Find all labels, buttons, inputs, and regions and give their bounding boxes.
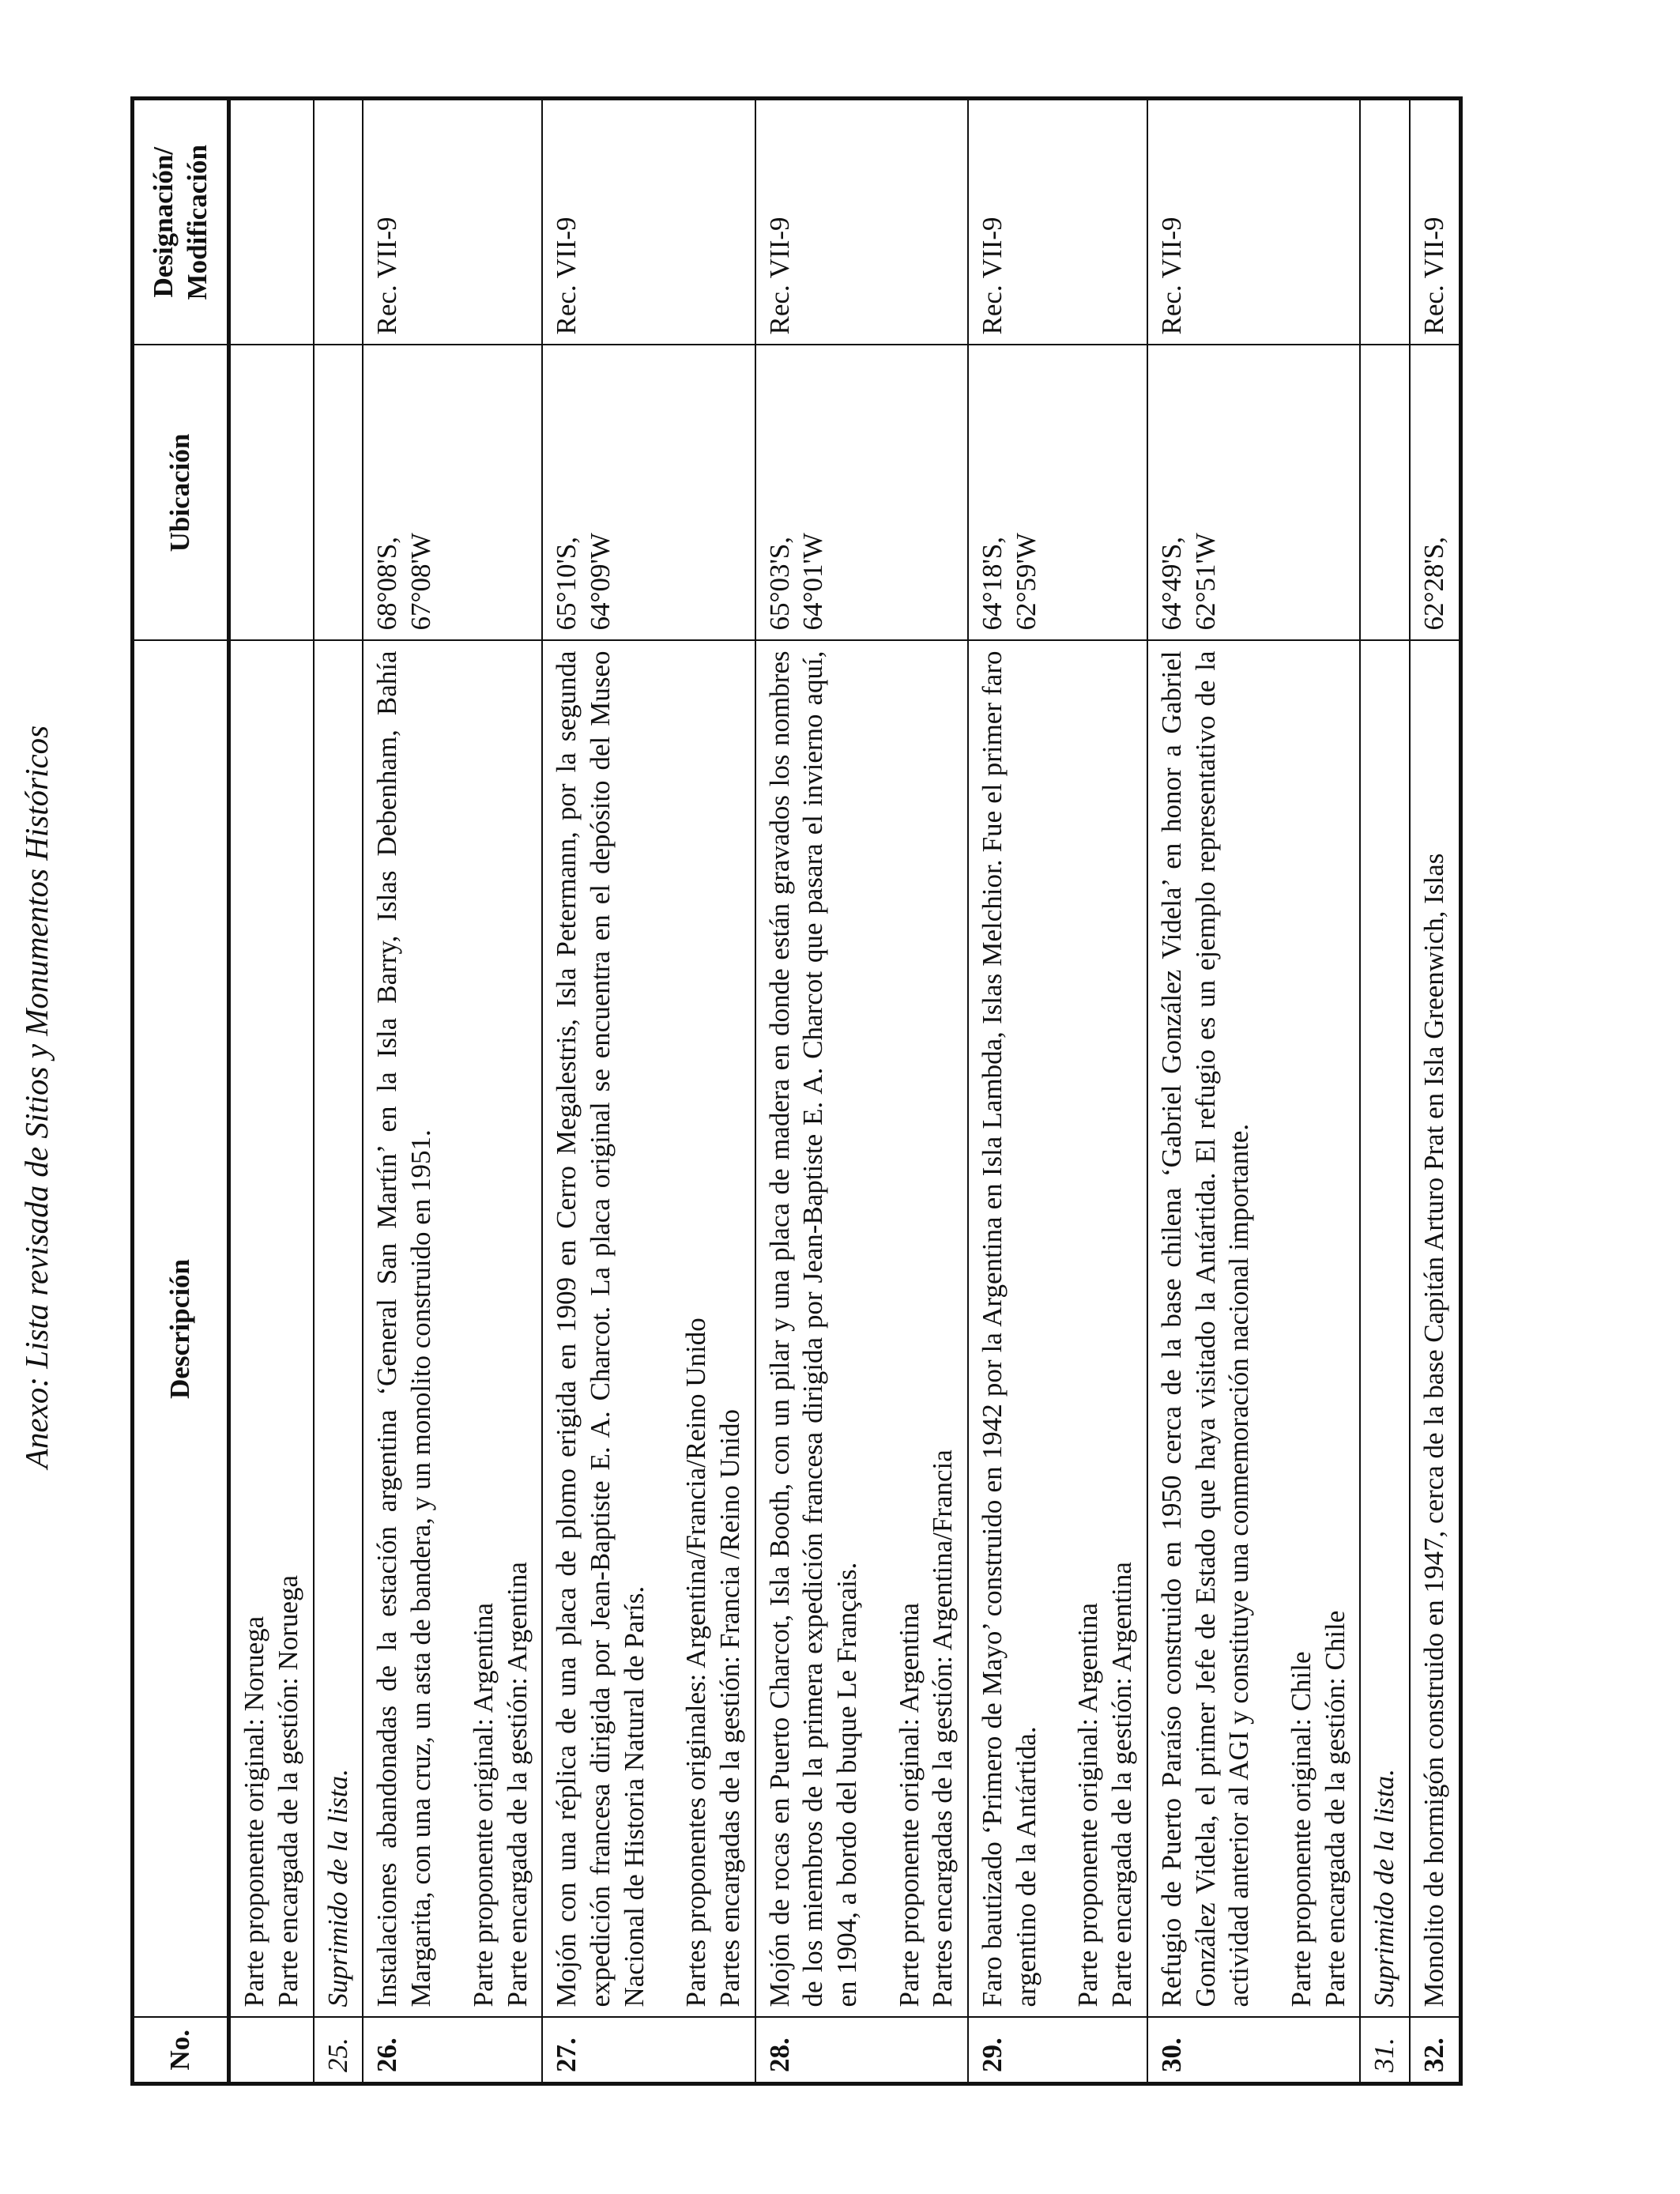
row-number [229, 2018, 314, 2084]
proposing-party: Parte proponente original: Argentina [893, 1602, 925, 2007]
row-designation [229, 99, 314, 345]
table-row [968, 99, 1147, 2084]
row-location [1147, 345, 1360, 641]
longitude: 64°01'W [797, 533, 829, 631]
managing-party: Parte encargada de la gestión: Noruega [273, 1575, 304, 2007]
row-description [968, 641, 1147, 2018]
table-row [755, 99, 968, 2084]
row-designation [1360, 99, 1410, 345]
row-description [1410, 641, 1460, 2018]
latitude: 64°18'S, [977, 536, 1008, 631]
managing-party: Parte encargada de la gestión: Chile [1319, 1610, 1350, 2007]
row-description [755, 641, 968, 2018]
table-row [1147, 99, 1360, 2084]
row-designation: Rec. VII-9 [1410, 99, 1460, 345]
row-location [314, 345, 363, 641]
description-text: Mojón de rocas en Puerto Charcot, Isla Booth, con un pilar y una placa de madera en donde están gravados los nombres de los miembros de la primera expedición francesa dirigida por Jean-Baptiste E. A. Charcot que pasara el invierno aquí, en 1904, a bordo del buque Le Français. [763, 650, 862, 2007]
latitude: 64°49'S, [1155, 536, 1187, 631]
row-description [229, 641, 314, 2018]
row-location [755, 345, 968, 641]
description-text: Refugio de Puerto Paraíso construido en 1950 cerca de la base chilena ‘Gabriel González Videla’ en honor a Gabriel González Videla, el primer Jefe de Estado que haya visitado la Antártida. El refugio es un ejemplo representativo de la actividad anterior al AGI y constituye una conmemoración nacional importante. [1155, 650, 1255, 2007]
description-text: Monolito de hormigón construido en 1947, cerca de la base Capitán Arturo Prat en Isla Greenwich, Islas [1418, 853, 1449, 2007]
row-number: 26. [363, 2018, 542, 2084]
latitude: 68°08'S, [371, 536, 403, 631]
managing-party: Partes encargadas de la gestión: Francia /Reino Unido [714, 1409, 745, 2007]
column-header-designation [133, 99, 229, 345]
row-number: 28. [755, 2018, 968, 2084]
description-text: Instalaciones abandonadas de la estación argentina ‘General San Martín’ en la Isla Barry, Islas Debenham, Bahía Margarita, con una cruz, un asta de bandera, y un monolito construido en 1951. [371, 650, 437, 2007]
row-description: Suprimido de la lista. [1360, 641, 1410, 2018]
description-text: Mojón con una réplica de una placa de plomo erigida en 1909 en Cerro Megalestris, Isla Petermann, por la segunda expedición francesa dirigida por Jean-Baptiste E. A. Charcot. La placa original se encuentra en el depósito del Museo Nacional de Historia Natural de París. [551, 650, 650, 2007]
proposing-party: Parte proponente original: Argentina [467, 1602, 499, 2007]
row-number: 27. [542, 2018, 755, 2084]
row-description: Suprimido de la lista. [314, 641, 363, 2018]
longitude: 67°08'W [405, 533, 437, 631]
running-title: Anexo: Lista revisada de Sitios y Monumentos Históricos [18, 725, 55, 1469]
row-location [229, 345, 314, 641]
designation-header-line1: Designación/ [148, 146, 179, 298]
longitude: 64°09'W [584, 533, 616, 631]
proposing-party: Parte proponente original: Chile [1285, 1651, 1317, 2007]
table-row [1360, 99, 1410, 2084]
row-number: 25. [314, 2018, 363, 2084]
column-header-location: Ubicación [133, 345, 229, 641]
row-location [363, 345, 542, 641]
proposing-party: Parte proponente original: Argentina [1072, 1602, 1104, 2007]
row-location [542, 345, 755, 641]
row-designation [314, 99, 363, 345]
row-description [1147, 641, 1360, 2018]
table-row [229, 99, 314, 2084]
longitude: 62°51'W [1189, 533, 1221, 631]
row-designation: Rec. VII-9 [542, 99, 755, 345]
row-number: 29. [968, 2018, 1147, 2084]
designation-header-line2: Modificación [181, 145, 213, 300]
row-location [968, 345, 1147, 641]
latitude: 65°03'S, [763, 536, 795, 631]
managing-party: Parte encargada de la gestión: Argentina [501, 1562, 533, 2007]
table-row [1410, 99, 1460, 2084]
managing-party: Parte encargada de la gestión: Argentina [1106, 1562, 1138, 2007]
proposing-party: Parte proponente original: Noruega [239, 1615, 270, 2007]
row-description [363, 641, 542, 2018]
longitude: 62°59'W [1010, 533, 1042, 631]
table-header-row [133, 99, 229, 2084]
row-designation: Rec. VII-9 [968, 99, 1147, 345]
column-header-no: No. [133, 2018, 229, 2084]
latitude: 62°28'S, [1418, 536, 1449, 631]
row-designation: Rec. VII-9 [755, 99, 968, 345]
latitude: 65°10'S, [551, 536, 582, 631]
row-number: 32. [1410, 2018, 1460, 2084]
managing-party: Partes encargadas de la gestión: Argentina/Francia [927, 1449, 959, 2007]
row-number: 30. [1147, 2018, 1360, 2084]
table-row [542, 99, 755, 2084]
table-row [363, 99, 542, 2084]
description-text: Faro bautizado ‘Primero de Mayo’ construido en 1942 por la Argentina en Isla Lambda, Islas Melchior. Fue el primer faro argentino de la Antártida. [977, 650, 1042, 2007]
column-header-description: Descripción [133, 641, 229, 2018]
row-number: 31. [1360, 2018, 1410, 2084]
table-row [314, 99, 363, 2084]
row-designation: Rec. VII-9 [363, 99, 542, 345]
historic-sites-table [130, 96, 1463, 2086]
row-location [1360, 345, 1410, 641]
row-designation: Rec. VII-9 [1147, 99, 1360, 345]
row-location [1410, 345, 1460, 641]
row-description [542, 641, 755, 2018]
proposing-party: Partes proponentes originales: Argentina/Francia/Reino Unido [680, 1318, 712, 2007]
